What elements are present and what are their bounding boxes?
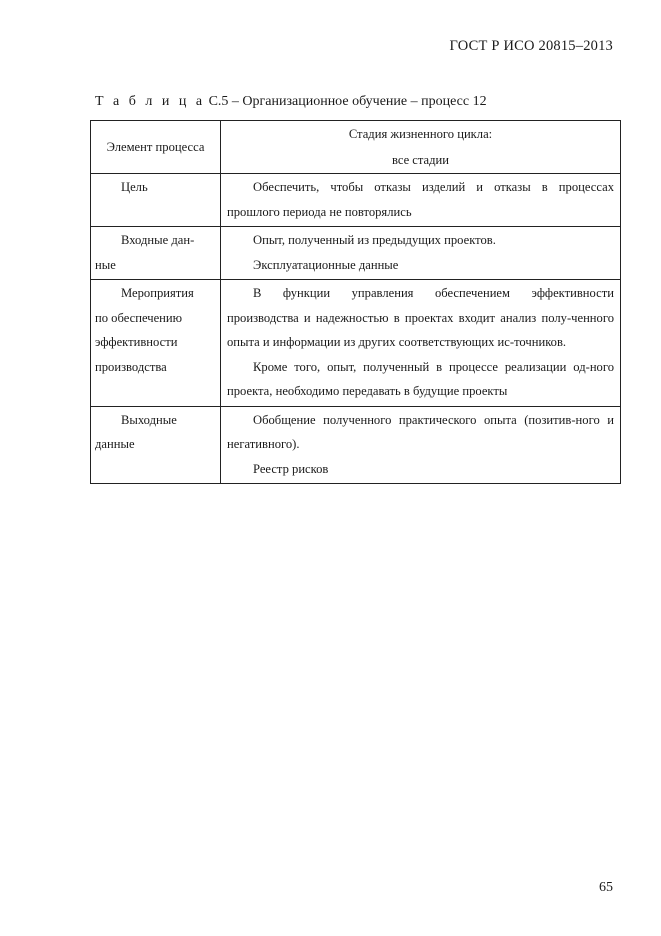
table-caption (95, 94, 487, 110)
description-paragraph: Эксплуатационные данные (253, 257, 399, 272)
process-element-cell (91, 174, 221, 227)
process-element-cell (91, 227, 221, 280)
description-paragraph: Обеспечить, чтобы отказы изделий и отказы в процессах прошлого периода не повторялись (227, 180, 614, 219)
process-element-line: производства (95, 359, 167, 374)
table-caption-text: С.5 – Организационное обучение – процесс 12 (205, 94, 487, 109)
process-element-line: по обеспечению (95, 310, 183, 325)
description-paragraph: Опыт, полученный из предыдущих проектов. (253, 233, 496, 247)
process-element-line: Мероприятия (121, 286, 194, 300)
table-row (91, 406, 621, 484)
document-standard-header: ГОСТ Р ИСО 20815–2013 (449, 38, 613, 54)
process-description-cell (221, 280, 621, 407)
process-element-line: Входные дан- (121, 233, 195, 247)
page-number: 65 (599, 880, 613, 895)
column-header-stage (221, 121, 621, 174)
process-element-line: Выходные (121, 412, 177, 427)
description-paragraph: Реестр рисков (253, 461, 329, 476)
process-element-line: Цель (121, 180, 148, 194)
column-header-element: Элемент процесса (91, 121, 221, 174)
description-paragraph: Обобщение полученного практического опыта (позитив-ного и негативного). (227, 412, 614, 451)
stage-header-line-1: Стадия жизненного цикла: (348, 127, 493, 141)
description-paragraph: Кроме того, опыт, полученный в процессе реализации од-ного проекта, необходимо передавать в будущие проекты (227, 359, 614, 398)
process-element-line: ные (95, 257, 116, 272)
process-element-cell (91, 280, 221, 407)
process-element-line: данные (95, 437, 135, 451)
table-header-row (91, 121, 621, 174)
process-element-line: эффективности (95, 335, 178, 349)
table-caption-label: Т а б л и ц а (95, 94, 206, 109)
process-description-cell (221, 174, 621, 227)
table-row (91, 227, 621, 280)
stage-header-line-2: все стадии (391, 153, 450, 167)
table-row (91, 280, 621, 407)
table-row (91, 174, 621, 227)
process-element-cell (91, 406, 221, 484)
process-description-cell (221, 227, 621, 280)
description-paragraph: В функции управления обеспечением эффективности производства и надежностью в проектах входит анализ полу-ченного опыта и информации из других соответствующих ис-точников. (227, 286, 614, 349)
process-description-cell (221, 406, 621, 484)
process-table (90, 120, 621, 484)
